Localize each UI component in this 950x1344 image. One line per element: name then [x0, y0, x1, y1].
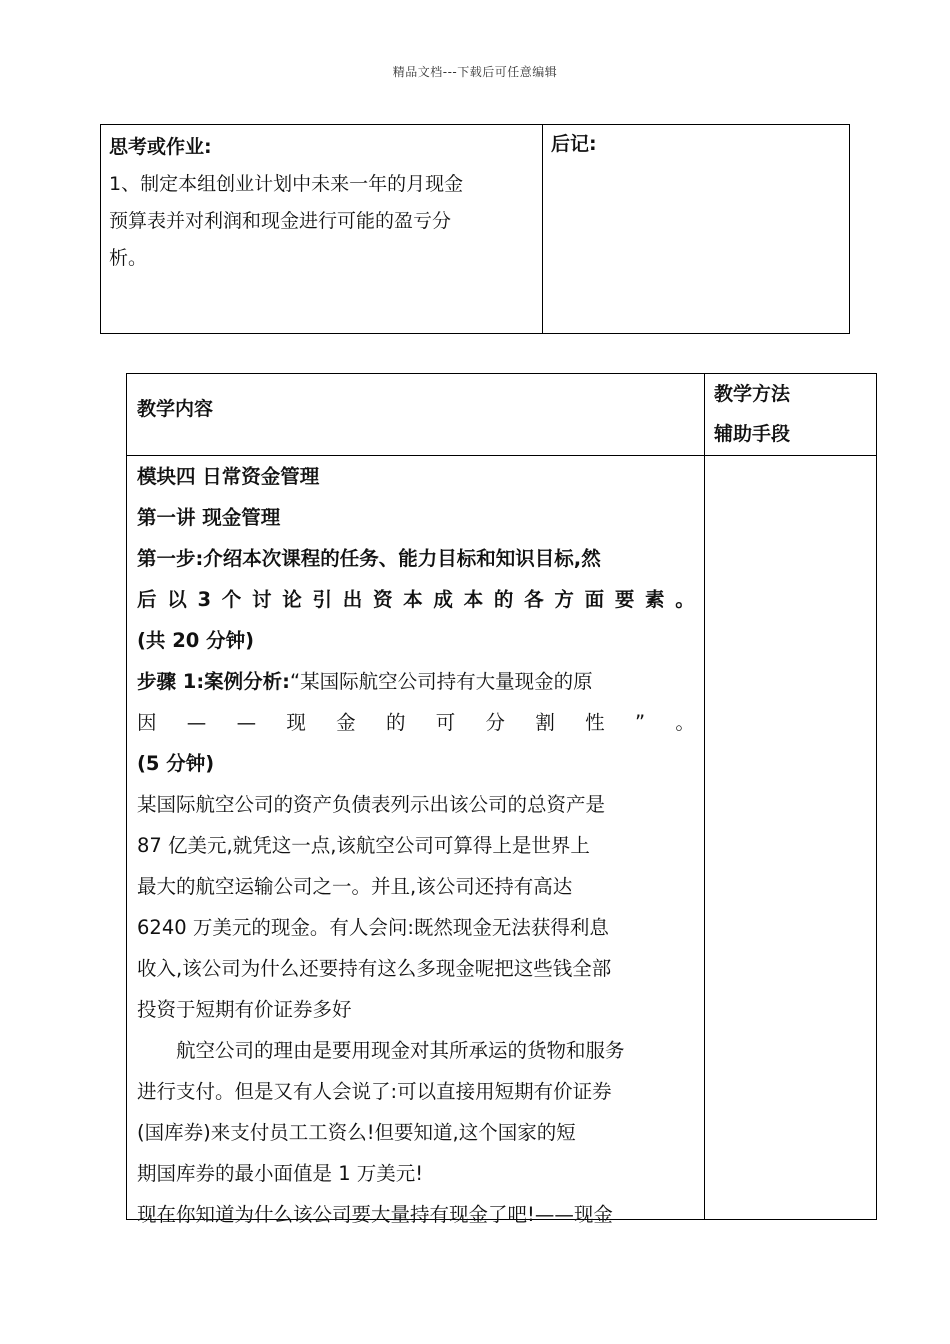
para1-line: 收入,该公司为什么还要持有这么多现金呢把这些钱全部 — [137, 957, 612, 980]
homework-cell — [109, 129, 537, 277]
justified-char: 分 — [485, 711, 506, 734]
justified-char: 面 — [584, 588, 605, 611]
case-line-justified — [137, 702, 695, 743]
para2-line: 进行支付。但是又有人会说了:可以直接用短期有价证券 — [137, 1080, 612, 1103]
justified-char: 成 — [433, 588, 453, 611]
justified-char: 金 — [336, 711, 356, 734]
justified-char: 素 — [645, 588, 665, 611]
lesson-content — [137, 456, 695, 1235]
para1-line: 投资于短期有价证券多好 — [137, 998, 352, 1021]
page-header: 精品文档---下载后可任意编辑 — [392, 65, 558, 79]
justified-char: 的 — [493, 588, 514, 611]
justified-char: 本 — [403, 588, 423, 611]
para1-line: 87 亿美元,就凭这一点,该航空公司可算得上是世界上 — [137, 834, 590, 857]
justified-char: 性 — [585, 711, 605, 734]
header-teaching-method — [714, 374, 790, 454]
case-duration: (5 分钟) — [137, 752, 215, 775]
justified-char: 个 — [221, 588, 242, 611]
justified-char: 。 — [675, 588, 695, 611]
column-divider — [542, 125, 543, 333]
para2-line: (国库券)来支付员工工资么!但要知道,这个国家的短 — [137, 1121, 576, 1144]
justified-char: 引 — [312, 588, 332, 611]
justified-char: 后 — [137, 588, 157, 611]
justified-char: 割 — [535, 711, 555, 734]
justified-char: 因 — [137, 711, 157, 734]
justified-char: 讨 — [252, 588, 272, 611]
justified-char: 。 — [675, 711, 695, 734]
homework-table — [100, 124, 850, 334]
step1-line: 第一步:介绍本次课程的任务、能力目标和知识目标,然 — [137, 547, 601, 570]
para2-line: 现在你知道为什么该公司要大量持有现金了吧!——现金 — [137, 1203, 613, 1226]
case-line — [137, 661, 695, 702]
para1-line: 某国际航空公司的资产负债表列示出该公司的总资产是 — [137, 793, 606, 816]
justified-char: — — [186, 711, 207, 734]
step1-duration: (共 20 分钟) — [137, 629, 255, 652]
justified-char: — — [236, 711, 257, 734]
case-label: 步骤 1:案例分析: — [137, 670, 290, 693]
step1-line-justified — [137, 579, 695, 620]
lecture-title: 第一讲 现金管理 — [137, 506, 281, 529]
homework-line: 1、制定本组创业计划中未来一年的月现金 — [109, 173, 464, 195]
postscript-title: 后记: — [551, 133, 597, 155]
homework-line: 预算表并对利润和现金进行可能的盈亏分 — [109, 210, 452, 232]
justified-char: 现 — [286, 711, 306, 734]
homework-title: 思考或作业: — [109, 136, 212, 158]
justified-char: 本 — [463, 588, 484, 611]
para1-line: 最大的航空运输公司之一。并且,该公司还持有高达 — [137, 875, 573, 898]
header-teaching-content: 教学内容 — [137, 398, 214, 420]
justified-char: 的 — [385, 711, 406, 734]
homework-line: 析。 — [109, 247, 148, 269]
justified-char: ” — [634, 711, 646, 734]
justified-char: 方 — [554, 588, 574, 611]
column-divider — [704, 374, 705, 1220]
lesson-table — [126, 373, 877, 1226]
justified-char: 各 — [524, 588, 544, 611]
header-method-line: 教学方法 — [714, 383, 791, 405]
justified-char: 论 — [282, 588, 302, 611]
justified-char: 以 — [167, 588, 187, 611]
header-method-line: 辅助手段 — [714, 423, 791, 445]
para2-line: 航空公司的理由是要用现金对其所承运的货物和服务 — [176, 1039, 625, 1062]
module-title: 模块四 日常资金管理 — [137, 465, 320, 488]
justified-char: 3 — [197, 588, 212, 611]
case-title: “某国际航空公司持有大量现金的原 — [289, 670, 593, 693]
justified-char: 可 — [435, 711, 456, 734]
justified-char: 出 — [342, 588, 363, 611]
para1-line: 6240 万美元的现金。有人会问:既然现金无法获得利息 — [137, 916, 609, 939]
para2-line: 期国库券的最小面值是 1 万美元! — [137, 1162, 424, 1185]
justified-char: 资 — [372, 588, 393, 611]
justified-char: 要 — [614, 588, 635, 611]
